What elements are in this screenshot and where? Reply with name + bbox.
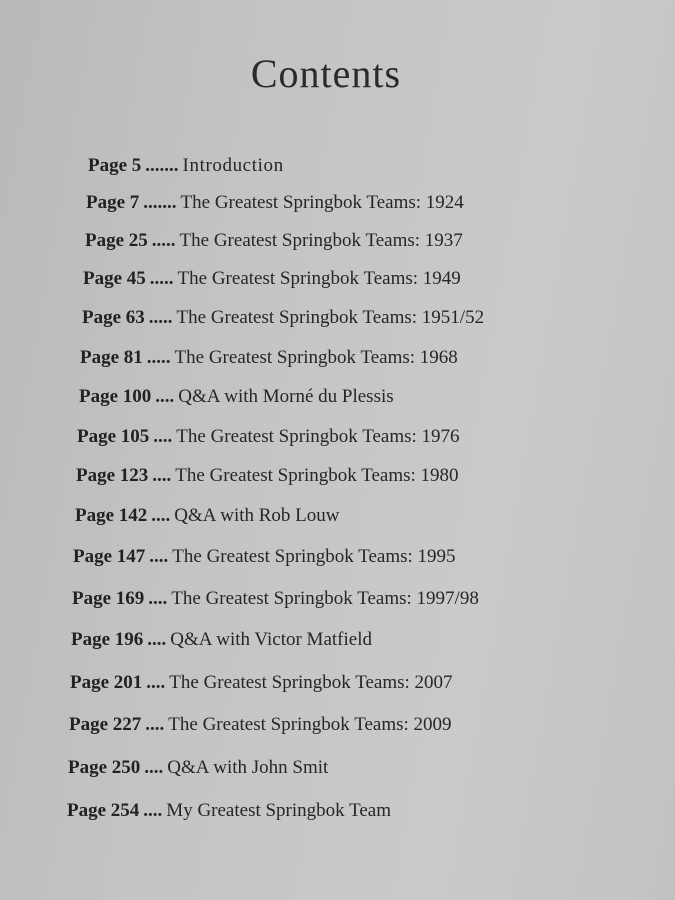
toc-entry: [69, 711, 452, 739]
toc-entry-title: The Greatest Springbok Teams: 1976: [176, 426, 460, 447]
toc-leader-dots: .......: [145, 155, 179, 176]
toc-entry-title: The Greatest Springbok Teams: 1951/52: [176, 307, 485, 328]
toc-leader-dots: ....: [143, 800, 163, 821]
toc-entry: [67, 797, 391, 825]
toc-leader-dots: .....: [149, 268, 174, 289]
toc-leader-dots: .....: [148, 307, 173, 328]
toc-entry: [73, 543, 456, 571]
toc-entry: [75, 502, 340, 530]
toc-page-number: Page 7: [86, 192, 140, 213]
toc-entry: [83, 265, 461, 293]
toc-leader-dots: ....: [151, 505, 171, 526]
toc-page-number: Page 254: [67, 800, 140, 821]
toc-leader-dots: .....: [151, 230, 176, 251]
toc-entry: [79, 383, 394, 411]
toc-entry-title: Q&A with Rob Louw: [174, 505, 340, 526]
toc-leader-dots: ....: [152, 465, 172, 486]
toc-entry: [86, 189, 464, 217]
toc-leader-dots: ....: [144, 757, 164, 778]
toc-leader-dots: ....: [153, 426, 173, 447]
toc-entry-title: Q&A with Morné du Plessis: [178, 386, 394, 407]
toc-entry-title: The Greatest Springbok Teams: 1924: [180, 192, 464, 213]
toc-page-number: Page 25: [85, 230, 148, 251]
toc-page-number: Page 5: [88, 155, 142, 176]
toc-page-number: Page 45: [83, 268, 146, 289]
toc-entry: [85, 227, 463, 255]
toc-entry-title: The Greatest Springbok Teams: 1997/98: [171, 588, 479, 609]
toc-entry-title: The Greatest Springbok Teams: 1980: [175, 465, 459, 486]
page-title: Contents: [250, 51, 402, 96]
toc-entry-title: My Greatest Springbok Team: [166, 800, 391, 821]
toc-leader-dots: ....: [149, 546, 169, 567]
toc-leader-dots: ....: [146, 672, 166, 693]
toc-page-number: Page 63: [82, 307, 145, 328]
toc-page-number: Page 142: [75, 505, 148, 526]
toc-entry-title: Introduction: [182, 155, 284, 176]
toc-entry-title: The Greatest Springbok Teams: 1968: [174, 347, 458, 368]
toc-entry: [88, 152, 284, 180]
toc-leader-dots: .....: [146, 347, 171, 368]
toc-entry-title: Q&A with Victor Matfield: [170, 629, 372, 650]
toc-leader-dots: ....: [155, 386, 175, 407]
toc-entry: [72, 585, 479, 613]
toc-entry: [77, 423, 460, 451]
toc-entry: [71, 626, 372, 654]
toc-entry: [82, 304, 484, 332]
toc-page-number: Page 196: [71, 629, 144, 650]
toc-entry: [76, 462, 459, 490]
toc-page-number: Page 169: [72, 588, 145, 609]
toc-leader-dots: .......: [143, 192, 177, 213]
toc-page-number: Page 100: [79, 386, 152, 407]
toc-entry-title: The Greatest Springbok Teams: 2009: [168, 714, 452, 735]
toc-page-number: Page 105: [77, 426, 150, 447]
toc-entry: [68, 754, 328, 782]
toc-leader-dots: ....: [147, 629, 167, 650]
toc-leader-dots: ....: [148, 588, 168, 609]
toc-entry-title: Q&A with John Smit: [167, 757, 329, 778]
toc-page-number: Page 250: [68, 757, 141, 778]
toc-page-number: Page 201: [70, 672, 143, 693]
toc-entry-title: The Greatest Springbok Teams: 2007: [169, 672, 453, 693]
toc-entry-title: The Greatest Springbok Teams: 1937: [179, 230, 463, 251]
toc-leader-dots: ....: [145, 714, 165, 735]
toc-page-number: Page 123: [76, 465, 149, 486]
toc-entry-title: The Greatest Springbok Teams: 1949: [177, 268, 461, 289]
toc-entry: [70, 669, 453, 697]
toc-page-number: Page 147: [73, 546, 146, 567]
toc-page-number: Page 81: [80, 347, 143, 368]
toc-entry: [80, 344, 458, 372]
toc-entry-title: The Greatest Springbok Teams: 1995: [172, 546, 456, 567]
toc-page-number: Page 227: [69, 714, 142, 735]
